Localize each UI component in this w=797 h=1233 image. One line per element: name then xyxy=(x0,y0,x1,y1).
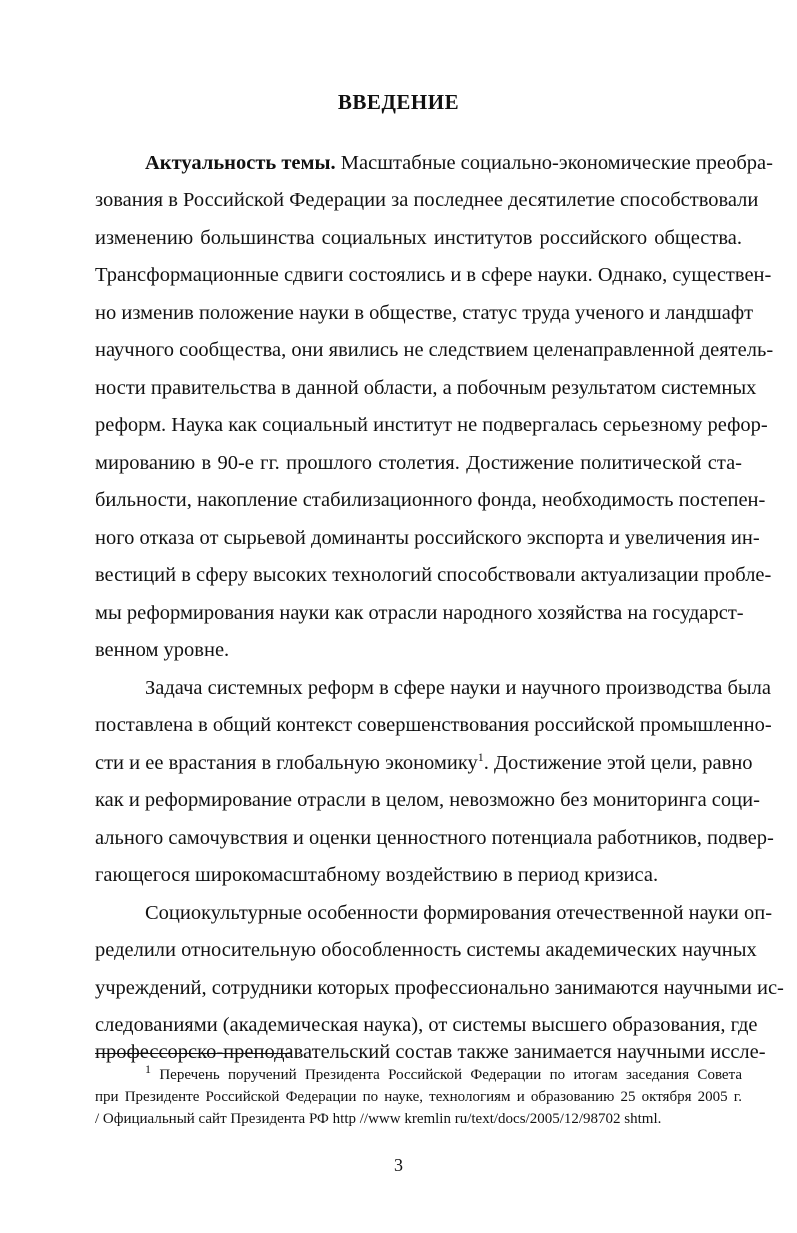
paragraph-2-line-3 xyxy=(95,750,753,775)
paragraph-1-line: мированию в 90-е гг. прошлого столетия. Достижение политической ста- xyxy=(95,452,742,474)
paragraph-3-line: следованиями (академическая наука), от системы высшего образования, где xyxy=(95,1014,758,1036)
footnote-line-2: при Президенте Российской Федерации по науке, технологиям и образованию 25 октября 2005 г. xyxy=(95,1089,742,1105)
footnote-line-3: / Официальный сайт Президента РФ http //www kremlin ru/text/docs/2005/12/98702 shtml. xyxy=(95,1111,662,1127)
paragraph-2-line-3-text-a: сти и ее врастания в глобальную экономику xyxy=(95,752,478,774)
paragraph-2-line-last: гающегося широкомасштабному воздействию в период кризиса. xyxy=(95,864,659,886)
page-number: 3 xyxy=(394,1155,403,1175)
paragraph-1-line: вестиций в сферу высоких технологий способствовали актуализации пробле- xyxy=(95,564,772,586)
paragraph-3-line: ределили относительную обособленность системы академических научных xyxy=(95,939,757,961)
paragraph-1-line: но изменив положение науки в обществе, статус труда ученого и ландшафт xyxy=(95,302,754,324)
paragraph-2-line-3-text-b: . Достижение этой цели, равно xyxy=(483,752,753,774)
paragraph-1-line-1-text: Масштабные социально-экономические преобра- xyxy=(335,152,773,174)
footnote-marker: 1 xyxy=(145,1062,151,1076)
paragraph-1-line: Трансформационные сдвиги состоялись и в сфере науки. Однако, существен- xyxy=(95,264,772,286)
paragraph-2-line: как и реформирование отрасли в целом, невозможно без мониторинга соци- xyxy=(95,789,760,811)
paragraph-3-line: Социокультурные особенности формирования отечественной науки оп- xyxy=(145,902,773,924)
page-heading: ВВЕДЕНИЕ xyxy=(337,90,460,114)
paragraph-1-line: ности правительства в данной области, а побочным результатом системных xyxy=(95,377,757,399)
paragraph-1-line: реформ. Наука как социальный институт не подвергалась серьезному рефор- xyxy=(95,414,768,436)
footnote-separator xyxy=(95,1053,291,1054)
paragraph-2-line: поставлена в общий контекст совершенствования российской промышленно- xyxy=(95,714,772,736)
paragraph-1-line-last: венном уровне. xyxy=(95,639,230,661)
footnote-line-1-text: Перечень поручений Президента Российской Федерации по итогам заседания Совета xyxy=(151,1067,742,1083)
paragraph-3-line: профессорско-преподавательский состав также занимается научными иссле- xyxy=(95,1041,766,1063)
paragraph-1-line: зования в Российской Федерации за последнее десятилетие способствовали xyxy=(95,189,759,211)
paragraph-1-line: ного отказа от сырьевой доминанты российского экспорта и увеличения ин- xyxy=(95,527,760,549)
footnote-reference[interactable]: 1 xyxy=(477,750,484,765)
paragraph-1-line: изменению большинства социальных институтов российского общества. xyxy=(95,227,742,249)
paragraph-2-line: Задача системных реформ в сфере науки и научного производства была xyxy=(145,677,772,699)
paragraph-1-line: бильности, накопление стабилизационного фонда, необходимость постепен- xyxy=(95,489,766,511)
footnote-line-1 xyxy=(145,1062,742,1085)
paragraph-1-lead: Актуальность темы. xyxy=(145,152,336,174)
paragraph-3-line: учреждений, сотрудники которых профессионально занимаются научными ис- xyxy=(95,977,784,999)
paragraph-2-line: ального самочувствия и оценки ценностного потенциала работников, подвер- xyxy=(95,827,774,849)
paragraph-1-line-1 xyxy=(145,151,773,175)
paragraph-1-line: мы реформирования науки как отрасли народного хозяйства на государст- xyxy=(95,602,744,624)
paragraph-1-line: научного сообщества, они явились не следствием целенаправленной деятель- xyxy=(95,339,774,361)
